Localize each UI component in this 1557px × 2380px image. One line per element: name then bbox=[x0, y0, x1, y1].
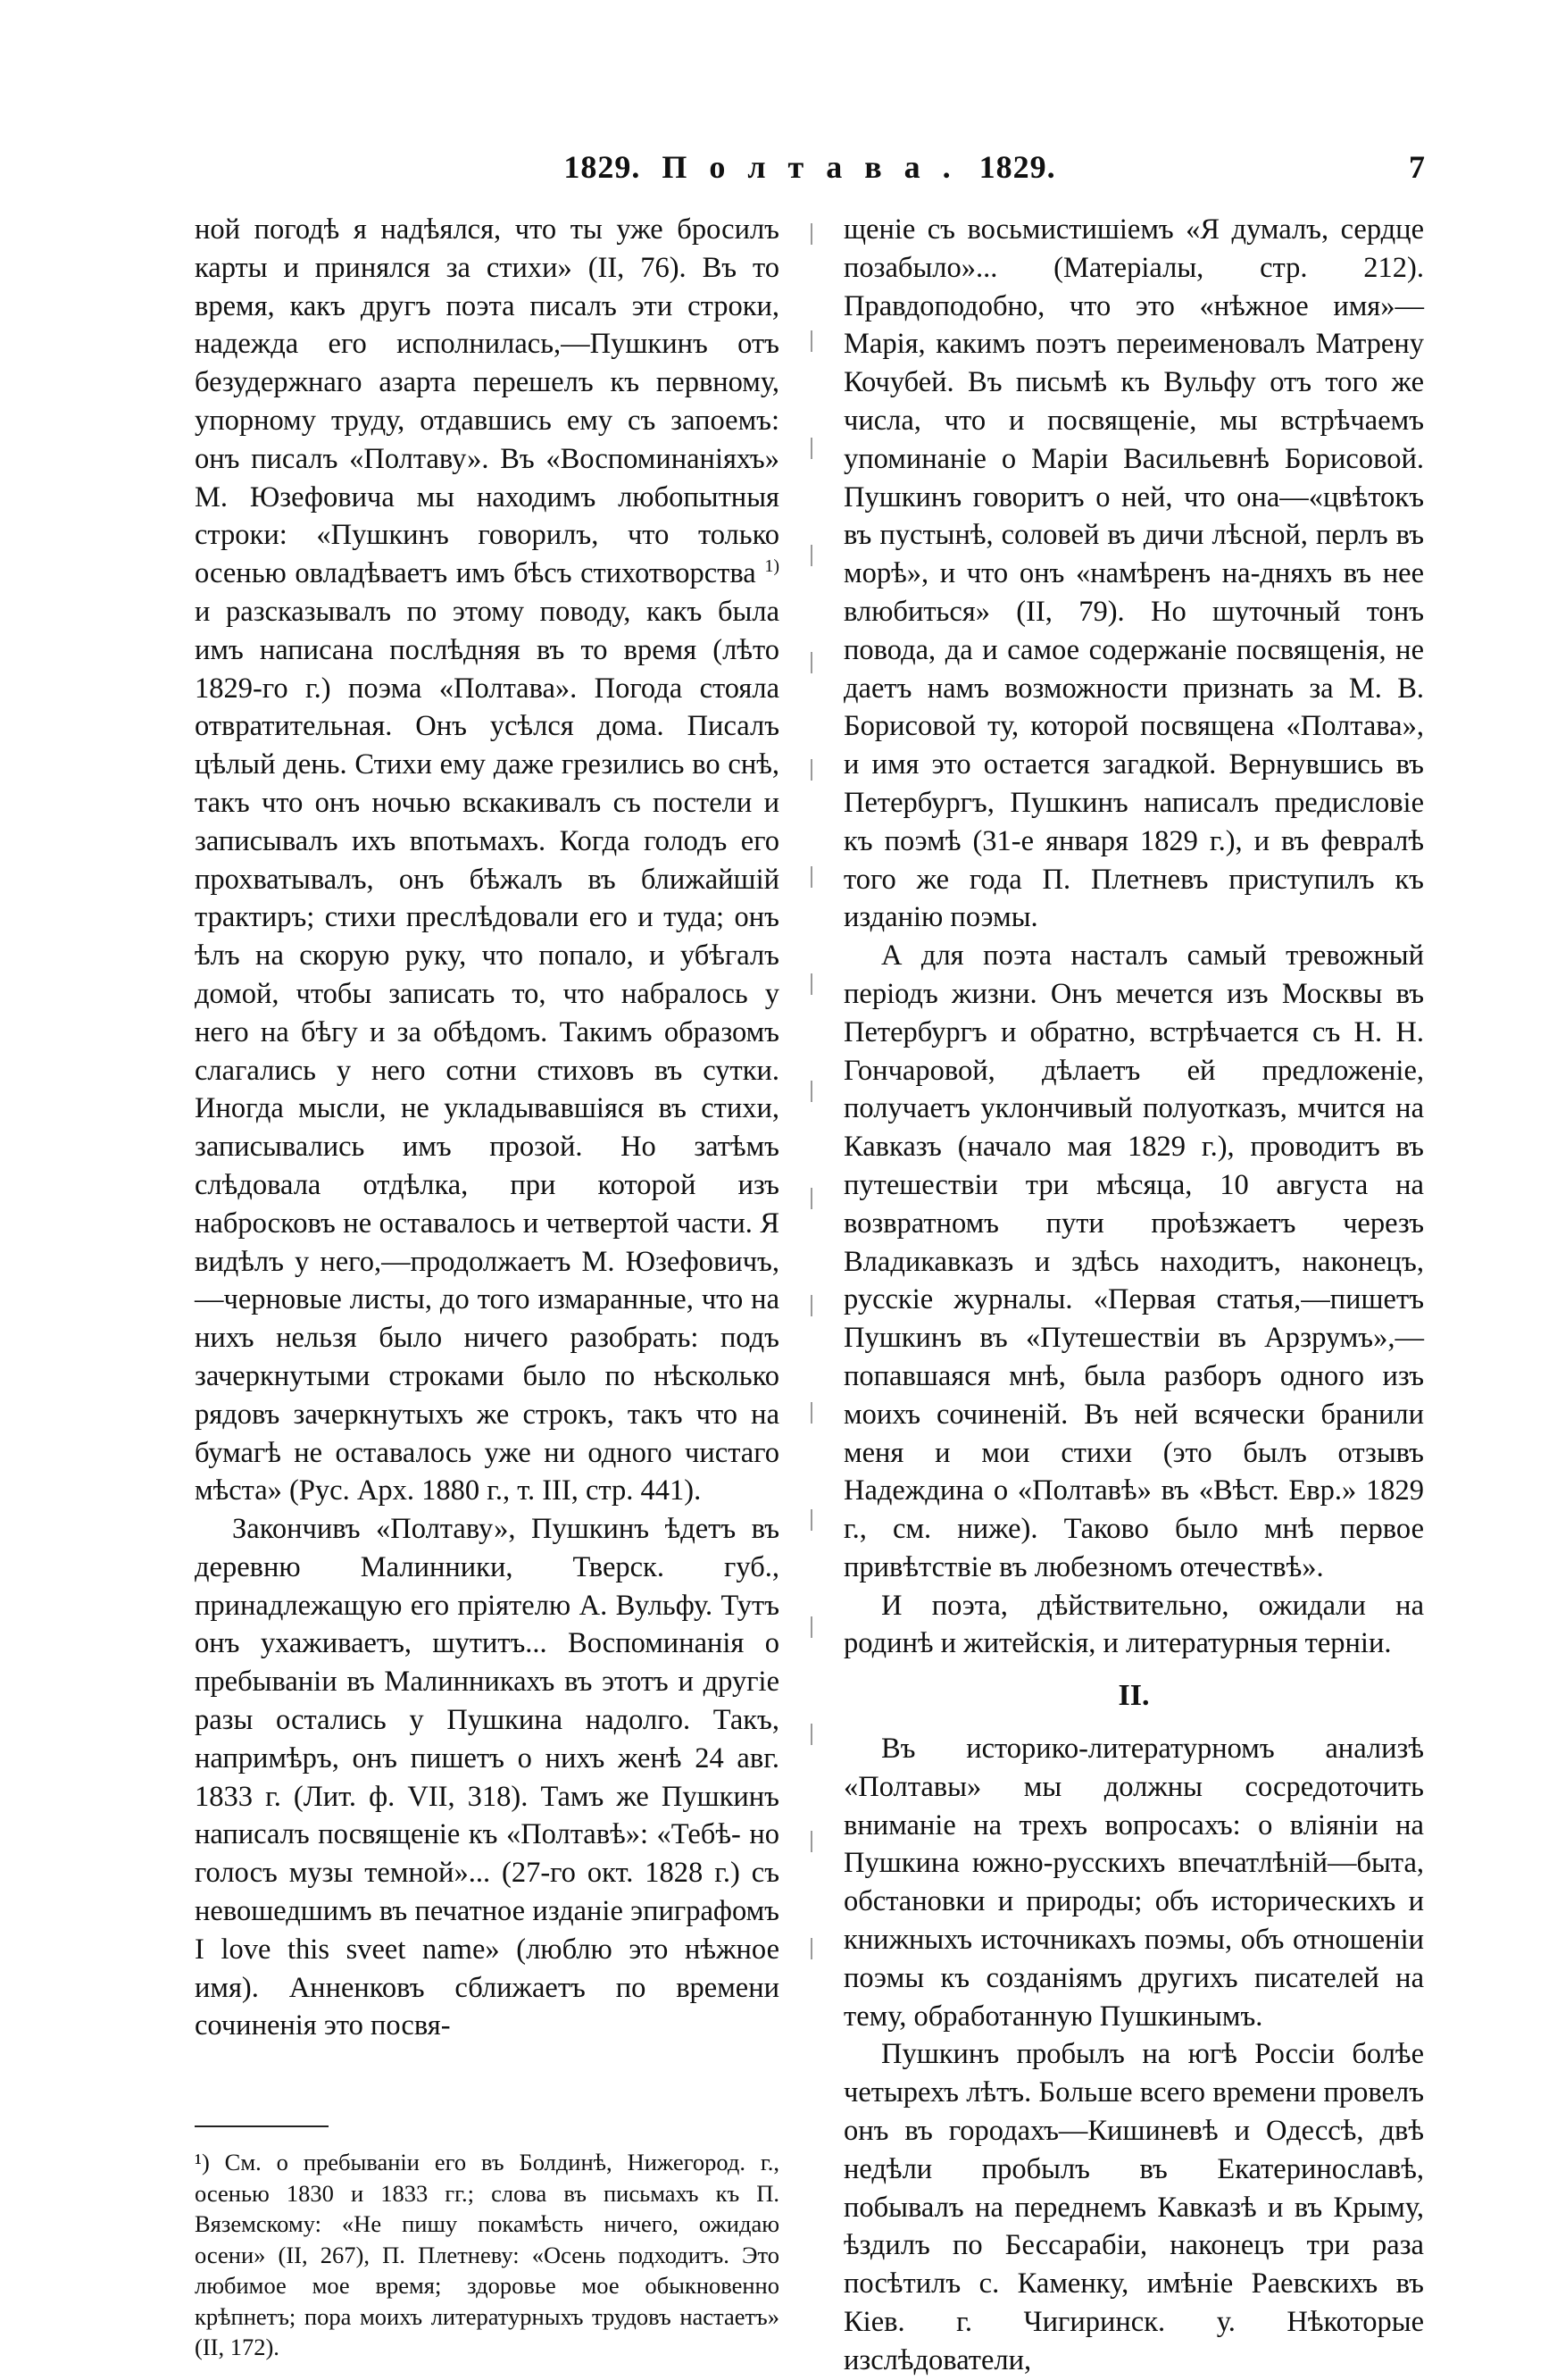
column-divider bbox=[811, 223, 812, 2009]
running-head-year-left: 1829. bbox=[563, 149, 641, 185]
right-paragraph-1: щеніе съ восьмистишіемъ «Я думалъ, сердце позабыло»... (Матеріалы, стр. 212). Правдоподобно, что это «нѣжное имя»—Марія, какимъ поэтъ переименовалъ Матрену Кочубей. Въ письмѣ къ Вульфу отъ того же числа, что и посвященіе, мы встрѣчаемъ упоминаніе о Маріи Васильевнѣ Борисовой. Пушкинъ говоритъ о ней, что она—«цвѣтокъ въ пустынѣ, соловей въ дичи лѣсной, перлъ въ морѣ», и что онъ «намѣренъ на-дняхъ въ нее влюбиться» (II, 79). Но шуточный тонъ повода, да и самое содержаніе посвященія, не даетъ намъ возможности признать за М. В. Борисовой ту, которой посвящена «Полтава», и имя это остается загадкой. Вернувшись въ Петербургъ, Пушкинъ написалъ предисловіе къ поэмѣ (31-е января 1829 г.), и въ февралѣ того же года П. Плетневъ приступилъ къ изданію поэмы. bbox=[844, 213, 1424, 934]
left-paragraph-1-continuation: и разсказывалъ по этому поводу, какъ была имъ написана послѣдняя въ то время (лѣто 1829-го г.) поэма «Полтава». Погода стояла отвратительная. Онъ усѣлся дома. Писалъ цѣлый день. Стихи ему даже грезились во снѣ, такъ что онъ ночью вскакивалъ съ постели и записывалъ ихъ впотьмахъ. Когда голодъ его прохватывалъ, онъ бѣжалъ въ ближайшій трактиръ; стихи преслѣдовали его и туда; онъ ѣлъ на скорую руку, что попало, и убѣгалъ домой, чтобы записать то, что набралось у него на бѣгу и за обѣдомъ. Такимъ образомъ слагались у него сотни стиховъ въ сутки. Иногда мысли, не укладывавшіяся въ стихи, записывались имъ прозой. Но затѣмъ слѣдовала отдѣлка, при которой изъ набросковъ не оставалось и четвертой части. Я видѣлъ у него,—продолжаетъ М. Юзефовичъ,—черновые листы, до того измаранные, что на нихъ нельзя было ничего разобрать: подъ зачеркнутыми строками было по нѣсколько рядовъ зачеркнутыхъ же строкъ, такъ что на бумагѣ не оставалось уже ни одного чистаго мѣста» (Рус. Арх. 1880 г., т. III, стр. 441). bbox=[195, 595, 779, 1507]
left-paragraph-1 bbox=[195, 211, 779, 1510]
running-head bbox=[195, 148, 1425, 186]
right-paragraph-3: И поэта, дѣйствительно, ожидали на родинѣ и житейскія, и литературныя терніи. bbox=[844, 1589, 1424, 1660]
left-column bbox=[195, 211, 779, 2363]
running-head-title: П о л т а в а . bbox=[662, 149, 958, 185]
right-paragraph-2: А для поэта насталъ самый тревожный періодъ жизни. Онъ мечется изъ Москвы въ Петербургъ и обратно, встрѣчается съ Н. Н. Гончаровой, дѣлаетъ ей предложеніе, получаетъ уклончивый полуотказъ, мчится на Кавказъ (начало мая 1829 г.), проводитъ въ путешествіи три мѣсяца, 10 августа на возвратномъ пути проѣзжаетъ черезъ Владикавказъ и здѣсь находитъ, наконецъ, русскіе журналы. «Первая статья,—пишетъ Пушкинъ въ «Путешествіи въ Арзрумъ»,—попавшаяся мнѣ, была разборъ одного изъ моихъ сочиненій. Въ ней всячески бранили меня и мои стихи (это былъ отзывъ Надеждина о «Полтавѣ» въ «Вѣст. Евр.» 1829 г., см. ниже). Таково было мнѣ первое привѣтствіе въ любезномъ отечествѣ». bbox=[844, 939, 1424, 1583]
footnote-reference: 1) bbox=[764, 556, 779, 577]
page-header bbox=[195, 148, 1425, 202]
page-number: 7 bbox=[1409, 149, 1425, 185]
running-head-year-right: 1829. bbox=[978, 149, 1056, 185]
right-paragraph-5: Пушкинъ пробылъ на югѣ Россіи болѣе четырехъ лѣтъ. Больше всего времени провелъ онъ въ городахъ—Кишиневѣ и Одессѣ, двѣ недѣли пробылъ въ Екатеринославѣ, побывалъ на переднемъ Кавказѣ и въ Крыму, ѣздилъ по Бессарабіи, наконецъ три раза посѣтилъ с. Каменку, имѣніе Раевскихъ въ Кіев. г. Чигиринск. у. Нѣкоторые изслѣдователи, bbox=[844, 2038, 1424, 2376]
left-paragraph-1-text: ной погодѣ я надѣялся, что ты уже бросилъ карты и принялся за стихи» (II, 76). Въ то время, какъ другъ поэта писалъ эти строки, надежда его исполнилась,—Пушкинъ отъ безудержнаго азарта перешелъ къ первному, упорному труду, отдавшись ему съ запоемъ: онъ писалъ «Полтаву». Въ «Воспоминаніяхъ» М. Юзефовича мы находимъ любопытныя строки: «Пушкинъ говорилъ, что только осенью овладѣваетъ имъ бѣсъ стихотворства bbox=[195, 213, 779, 590]
footnote: ¹) См. о пребываніи его въ Болдинѣ, Нижегород. г., осенью 1830 и 1833 гг.; слова въ письмахъ къ П. Вяземскому: «Не пишу покамѣсть ничего, ожидаю осени» (II, 267), П. Плетневу: «Осень подходитъ. Это любимое мое время; здоровье мое обыкновенно крѣпнетъ; пора моихъ литературныхъ трудовъ настаетъ» (II, 172). bbox=[195, 2149, 779, 2361]
right-column bbox=[844, 211, 1424, 2380]
left-paragraph-2: Закончивъ «Полтаву», Пушкинъ ѣдетъ въ деревню Малинники, Тверск. губ., принадлежащую его пріятелю А. Вульфу. Тутъ онъ ухаживаетъ, шутитъ... Воспоминанія о пребываніи въ Малинникахъ въ этотъ и другіе разы остались у Пушкина надолго. Такъ, напримѣръ, онъ пишетъ о нихъ женѣ 24 авг. 1833 г. (Лит. ф. VII, 318). Тамъ же Пушкинъ написалъ посвященіе къ «Полтавѣ»: «Тебѣ- но голосъ музы темной»... (27-го окт. 1828 г.) съ невошедшимъ въ печатное изданіе эпиграфомъ I love this sveet name» (люблю это нѣжное имя). Анненковъ сближаетъ по времени сочиненія это посвя- bbox=[195, 1513, 779, 2042]
section-heading: II. bbox=[1118, 1679, 1150, 1713]
right-paragraph-4: Въ историко-литературномъ анализѣ «Полтавы» мы должны сосредоточить вниманіе на трехъ вопросахъ: о вліяніи на Пушкина южно-русскихъ впечатлѣній—быта, обстановки и природы; объ историческихъ и книжныхъ источникахъ поэмы, объ отношеніи поэмы къ созданіямъ другихъ писателей на тему, обработанную Пушкинымъ. bbox=[844, 1733, 1424, 2033]
